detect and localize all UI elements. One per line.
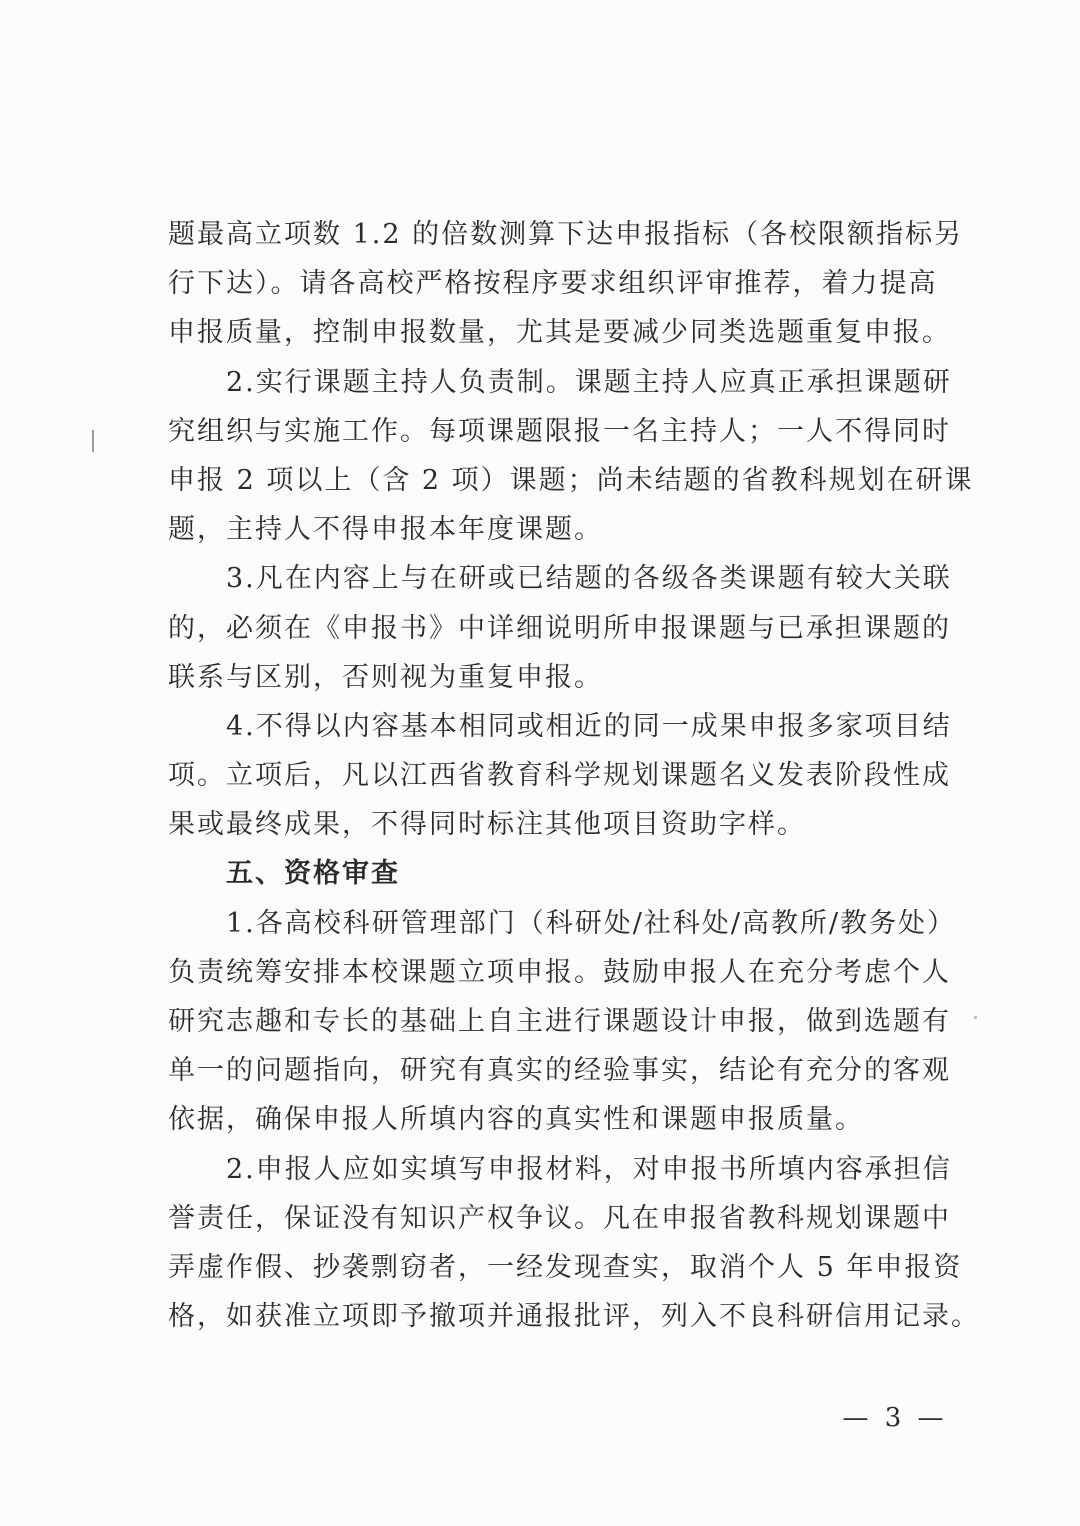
scan-margin-mark: [92, 430, 94, 452]
text-line: 联系与区别，否则视为重复申报。: [168, 661, 603, 693]
text-line: 1.各高校科研管理部门（科研处/社科处/高教所/教务处）: [168, 907, 957, 939]
text-line: 2.申报人应如实填写申报材料，对申报书所填内容承担信: [168, 1153, 952, 1185]
page-number: — 3 —: [842, 1403, 948, 1433]
text-line: 格，如获准立项即予撤项并通报批评，列入不良科研信用记录。: [168, 1301, 980, 1333]
text-line: 申报 2 项以上（含 2 项）课题；尚未结题的省教科规划在研课: [168, 464, 974, 496]
text-line: 果或最终成果，不得同时标注其他项目资助字样。: [168, 809, 806, 841]
text-line: 弄虚作假、抄袭剽窃者，一经发现查实，取消个人 5 年申报资: [168, 1251, 963, 1283]
text-line: 究组织与实施工作。每项课题限报一名主持人；一人不得同时: [168, 415, 951, 447]
text-line: 申报质量，控制申报数量，尤其是要减少同类选题重复申报。: [168, 317, 951, 349]
text-line: 的，必须在《申报书》中详细说明所申报课题与已承担课题的: [168, 612, 951, 644]
body-text: [168, 210, 980, 1341]
scan-speck: [974, 1016, 977, 1019]
text-line: 研究志趣和专长的基础上自主进行课题设计申报，做到选题有: [168, 1006, 951, 1037]
text-line: 2.实行课题主持人负责制。课题主持人应真正承担课题研: [168, 366, 952, 398]
text-line: 誉责任，保证没有知识产权争议。凡在申报省教科规划课题中: [168, 1202, 951, 1234]
text-line: 题最高立项数 1.2 的倍数测算下达申报指标（各校限额指标另: [168, 219, 964, 250]
text-line: 4.不得以内容基本相同或相近的同一成果申报多家项目结: [168, 710, 952, 742]
text-line: 3.凡在内容上与在研或已结题的各级各类课题有较大关联: [168, 563, 952, 595]
section-heading: 五、资格审查: [168, 858, 400, 890]
text-line: 行下达）。请各高校严格按程序要求组织评审推荐，着力提高: [168, 268, 938, 300]
text-line: 项。立项后，凡以江西省教育科学规划课题名义发表阶段性成: [168, 760, 951, 792]
text-line: 题，主持人不得申报本年度课题。: [168, 514, 603, 546]
text-line: 负责统筹安排本校课题立项申报。鼓励申报人在充分考虑个人: [168, 956, 951, 988]
text-line: 单一的问题指向，研究有真实的经验事实，结论有充分的客观: [168, 1055, 951, 1087]
text-line: 依据，确保申报人所填内容的真实性和课题申报质量。: [168, 1104, 864, 1136]
